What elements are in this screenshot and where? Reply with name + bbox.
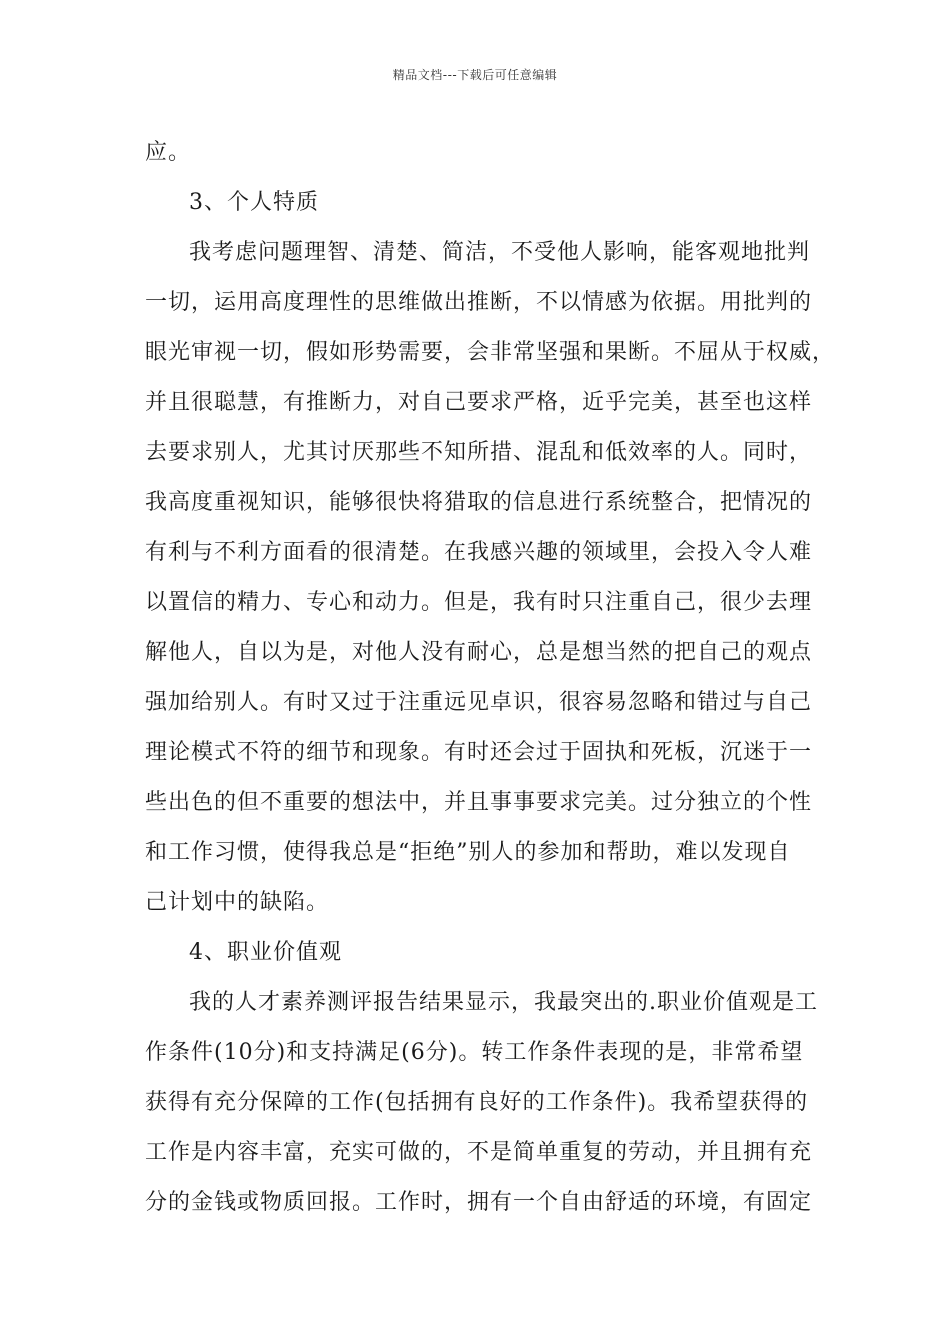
section-heading: 3、个人特质: [189, 190, 319, 215]
paragraph-line: 解他人，自以为是，对他人没有耐心，总是想当然的把自己的观点: [145, 640, 813, 665]
section-heading: 4、职业价值观: [189, 940, 342, 965]
paragraph-line: 我高度重视知识，能够很快将猎取的信息进行系统整合，把情况的: [145, 490, 813, 515]
paragraph-line: 应。: [145, 140, 192, 165]
paragraph-line: 理论模式不符的细节和现象。有时还会过于固执和死板，沉迷于一: [145, 740, 813, 765]
paragraph-line: 去要求别人，尤其讨厌那些不知所措、混乱和低效率的人。同时，: [145, 440, 813, 465]
paragraph-line: 我的人才素养测评报告结果显示，我最突出的.职业价值观是工: [189, 990, 818, 1015]
paragraph-line: 强加给别人。有时又过于注重远见卓识，很容易忽略和错过与自己: [145, 690, 813, 715]
paragraph-line: 我考虑问题理智、清楚、简洁，不受他人影响，能客观地批判: [189, 240, 811, 265]
page-header: 精品文档---下载后可任意编辑: [392, 68, 558, 82]
paragraph-line: 以置信的精力、专心和动力。但是，我有时只注重自己，很少去理: [145, 590, 813, 615]
paragraph-line: 分的金钱或物质回报。工作时，拥有一个自由舒适的环境，有固定: [145, 1190, 813, 1215]
paragraph-line: 获得有充分保障的工作(包括拥有良好的工作条件)。我希望获得的: [145, 1090, 809, 1115]
body-text: [145, 128, 836, 1228]
paragraph-line: 有利与不利方面看的很清楚。在我感兴趣的领域里，会投入令人难: [145, 540, 813, 565]
paragraph-line: 作条件(10分)和支持满足(6分)。转工作条件表现的是，非常希望: [145, 1040, 804, 1065]
paragraph-line: 工作是内容丰富，充实可做的，不是简单重复的劳动，并且拥有充: [145, 1140, 813, 1165]
paragraph-line: 眼光审视一切，假如形势需要，会非常坚强和果断。不屈从于权威，: [145, 340, 836, 365]
paragraph-line: 并且很聪慧，有推断力，对自己要求严格，近乎完美，甚至也这样: [145, 390, 813, 415]
paragraph-line: 些出色的但不重要的想法中，并且事事要求完美。过分独立的个性: [145, 790, 813, 815]
paragraph-line: 己计划中的缺陷。: [145, 890, 330, 915]
paragraph-line: 一切，运用高度理性的思维做出推断，不以情感为依据。用批判的: [145, 290, 813, 315]
paragraph-line: 和工作习惯，使得我总是“拒绝”别人的参加和帮助，难以发现自: [145, 840, 791, 865]
